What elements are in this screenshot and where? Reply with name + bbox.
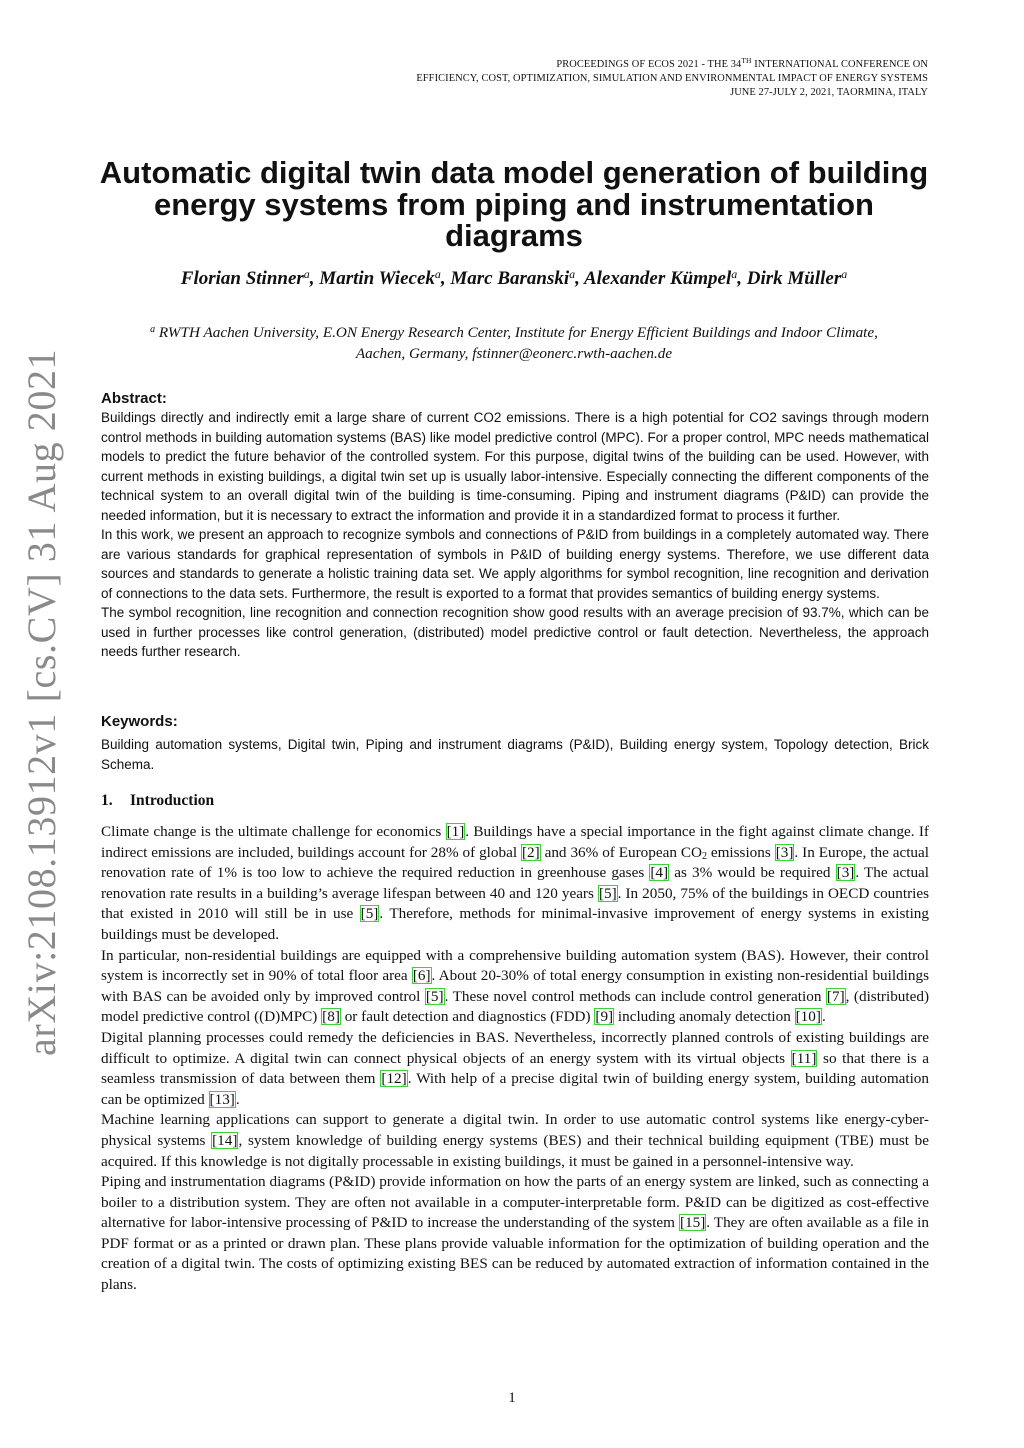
affiliation: $^a$ RWTH Aachen University, E.ON Energy Research Center, Institute for Energy Efficient Buildings and Indoor Climate, Aachen, Germany, fstinner@eonerc.rwth-aachen.de (150, 324, 878, 362)
paper-title: Automatic digital twin data model generation of building energy systems from piping and instrumentation diagrams (99, 155, 929, 253)
citation-link[interactable]: [3] (775, 843, 794, 861)
keywords-heading: Keywords: (101, 713, 178, 730)
arxiv-stamp: arXiv:2108.13912v1 [cs.CV] 31 Aug 2021 (19, 348, 64, 1056)
intro-paragraph-1: Climate change is the ultimate challenge for economics [1]. Buildings have a special importance in the fight against climate change. If indirect emissions are included, buildings account for 28% of global [2] and 36% of European $CO_2$ emissions [3]. In Europe, the actual renovation rate of 1% is too low to achieve the required reduction in greenhouse gases [4] as 3% would be required [3]. The actual renovation rate results in a building’s average lifespan between 40 and 120 years [5]. In 2050, 75% of the buildings in OECD countries that existed in 2010 will still be in use [5]. Therefore, methods for minimal-invasive improvement of energy systems in existing buildings must be developed. (101, 823, 929, 943)
abstract-paragraph: The symbol recognition, line recognition and connection recognition show good results with an average precision of 93.7%, which can be used in further processes like control generation, (distributed) model predictive control or fault detection. Nevertheless, the approach needs further research. (101, 605, 929, 659)
citation-link[interactable]: [8] (322, 1008, 340, 1026)
author: Alexander Kümpel (583, 268, 732, 289)
citation-link[interactable]: [9] (595, 1008, 614, 1026)
intro-paragraph-5: Piping and instrumentation diagrams (P&ID) provide information on how the parts of an energy system are linked, such as connecting a boiler to a distribution system. They are often not available in a computer-interpretable form. P&ID can be digitized as cost-effective alternative for labor-intensive processing of P&ID to increase the understanding of the system [15]. They are often available as a file in PDF format or as a printed or drawn plan. These plans provide valuable information for the optimization of building operation and the creation of a digital twin. The costs of optimizing existing BES can be reduced by automated extraction of information contained in the plans. (101, 1173, 929, 1294)
header-line-1: PROCEEDINGS OF ECOS 2021 - THE 34TH INTERNATIONAL CONFERENCE ON (556, 56, 928, 70)
header-line-3: JUNE 27-JULY 2, 2021, TAORMINA, ITALY (730, 87, 928, 98)
citation-link[interactable]: [2] (521, 843, 540, 861)
citation-link[interactable]: [6] (412, 967, 431, 985)
citation-link[interactable]: [10] (795, 1008, 821, 1026)
citation-link[interactable]: [14] (212, 1131, 238, 1149)
page-number: 1 (508, 1390, 516, 1406)
intro-paragraph-2: In particular, non-residential buildings are equipped with a comprehensive building automation system (BAS). However, their control system is incorrectly set in 90% of total floor area [6]. About 20-30% of total energy consumption in existing non-residential buildings with BAS can be avoided only by improved control [5]. These novel control methods can include control generation [7], (distributed) model predictive control ((D)MPC) [8] or fault detection and diagnostics (FDD) [9] including anomaly detection [10]. (101, 946, 930, 1026)
introduction-body (101, 822, 929, 1296)
citation-link[interactable]: [11] (791, 1049, 817, 1067)
author: Florian Stinner (180, 268, 304, 289)
citation-link[interactable]: [4] (650, 864, 669, 882)
author-list: Florian Stinner$^a$, Martin Wiecek$^a$, Marc Baranski$^a$, Alexander Kümpel$^a$, Dirk Müller$^a$ (180, 267, 848, 289)
author: Dirk Müller (746, 268, 842, 289)
abstract-paragraph: In this work, we present an approach to recognize symbols and connections of P&ID from buildings in a completely automated way. There are various standards for graphical representation of symbols in P&ID of building energy systems. Therefore, we use different data sources and standards to generate a holistic training data set. We apply algorithms for symbol recognition, line recognition and derivation of connections to the data sets. Furthermore, the result is exported to a format that provides semantics of building energy systems. (101, 527, 929, 601)
header-line-2: EFFICIENCY, COST, OPTIMIZATION, SIMULATION AND ENVIRONMENTAL IMPACT OF ENERGY SYSTEMS (416, 73, 928, 84)
section-heading: 1. Introduction (101, 792, 215, 809)
citation-link[interactable]: [3] (836, 864, 855, 882)
abstract-body (101, 408, 929, 662)
conference-header (68, 58, 928, 100)
keywords-body: Building automation systems, Digital twin, Piping and instrument diagrams (P&ID), Building energy system, Topology detection, Brick Schema. (101, 737, 929, 772)
citation-link[interactable]: [5] (598, 884, 617, 902)
citation-link[interactable]: [7] (826, 987, 845, 1005)
author: Marc Baranski (450, 268, 570, 289)
citation-link[interactable]: [12] (381, 1070, 407, 1088)
citation-link[interactable]: [5] (360, 905, 379, 923)
abstract-paragraph: Buildings directly and indirectly emit a large share of current CO2 emissions. There is a high potential for CO2 savings through modern control methods in building automation systems (BAS) like model predictive control (MPC). For a proper control, MPC needs mathematical models to predict the future behavior of the controlled system. For this purpose, digital twins of the building can be used. However, with current methods in existing buildings, a digital twin set up is usually labor-intensive. Especially connecting the different components of the technical system to an overall digital twin of the building is time-consuming. Piping and instrument diagrams (P&ID) can provide the needed information, but it is necessary to extract the information and provide it in a standardized format to process it further. (101, 410, 929, 523)
citation-link[interactable]: [13] (209, 1090, 235, 1108)
citation-link[interactable]: [15] (679, 1214, 706, 1232)
citation-link[interactable]: [1] (446, 823, 465, 840)
intro-paragraph-4: Machine learning applications can support to generate a digital twin. In order to use automatic control systems like energy-cyber-physical systems [14], system knowledge of building energy systems (BES) and their technical building equipment (TBE) must be acquired. If this knowledge is not digitally processable in existing buildings, it must be gained in a personnel-intensive way. (101, 1111, 929, 1170)
abstract-heading: Abstract: (101, 390, 167, 407)
intro-paragraph-3: Digital planning processes could remedy the deficiencies in BAS. Nevertheless, incorrectly planned controls of existing buildings are difficult to optimize. A digital twin can connect physical objects of an energy system with its virtual objects [11] so that there is a seamless transmission of data between them [12]. With help of a precise digital twin of building energy system, building automation can be optimized [13]. (101, 1028, 929, 1108)
citation-link[interactable]: [5] (425, 987, 444, 1005)
author: Martin Wiecek (319, 268, 435, 289)
